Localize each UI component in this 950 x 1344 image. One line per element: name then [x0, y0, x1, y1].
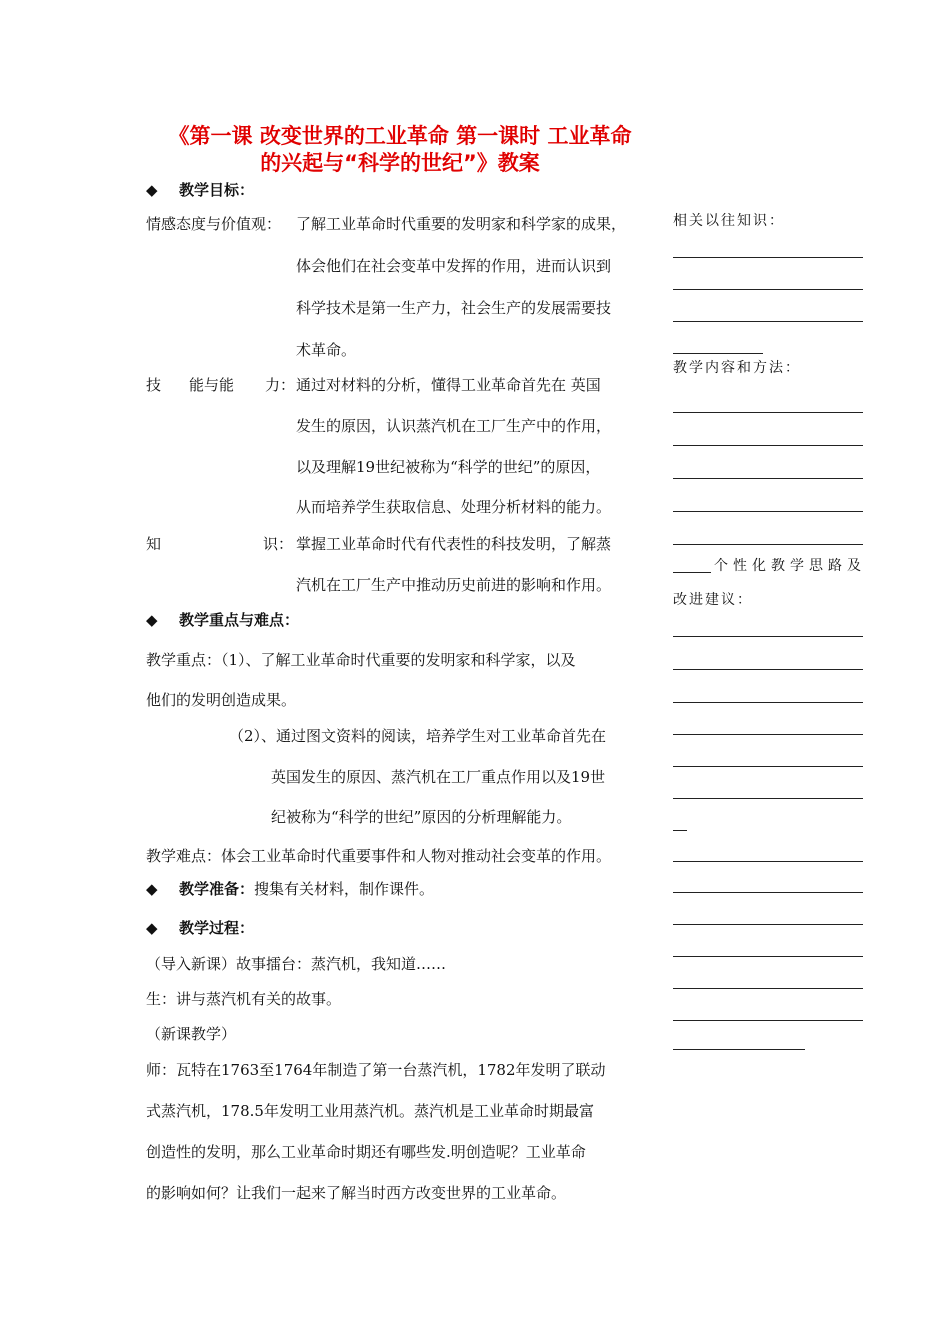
process-line-4: 师：瓦特在1763至1764年制造了第一台蒸汽机，1782年发明了联动	[146, 1061, 606, 1079]
note-rule	[673, 636, 863, 637]
note-rule	[673, 544, 863, 545]
preparation-text: 搜集有关材料，制作课件。	[254, 880, 435, 898]
note-rule	[673, 445, 863, 446]
document-title-line-1: 《第一课 改变世界的工业革命 第一课时 工业革命	[168, 124, 632, 148]
emotion-line-4: 术革命。	[296, 341, 357, 359]
note-rule	[673, 321, 863, 322]
sidebar-prior-knowledge-label: 相关以往知识：	[673, 213, 785, 229]
process-line-1: （导入新课）故事擂台：蒸汽机，我知道……	[146, 955, 447, 973]
note-rule	[673, 892, 863, 893]
note-rule	[673, 1049, 805, 1050]
section-heading-goals	[146, 180, 254, 200]
heading-text: 教学准备：	[179, 880, 255, 898]
note-rule	[673, 766, 863, 767]
knowledge-label-part-2: 识：	[263, 535, 294, 553]
key-point-sub-line-1: （2）、通过图文资料的阅读，培养学生对工业革命首先在	[229, 727, 607, 745]
skill-line-4: 从而培养学生获取信息、处理分析材料的能力。	[296, 498, 612, 516]
note-rule	[673, 478, 863, 479]
note-rule	[673, 702, 863, 703]
note-rule	[673, 988, 863, 989]
process-line-5: 式蒸汽机，178.5年发明工业用蒸汽机。蒸汽机是工业革命时期最富	[146, 1102, 594, 1120]
note-rule	[673, 924, 863, 925]
section-heading-key-points	[146, 610, 299, 630]
heading-text: 教学过程：	[179, 919, 255, 937]
key-point-line-2: 他们的发明创造成果。	[146, 691, 297, 709]
note-rule	[673, 798, 863, 799]
process-line-2: 生：讲与蒸汽机有关的故事。	[146, 990, 342, 1008]
note-rule	[673, 511, 863, 512]
key-point-sub-line-3: 纪被称为“科学的世纪”原因的分析理解能力。	[271, 808, 572, 826]
sidebar-personal-label-line-2: 改进建议：	[673, 592, 753, 608]
note-rule	[673, 1020, 863, 1021]
skill-line-2: 发生的原因，认识蒸汽机在工厂生产中的作用，	[296, 417, 612, 435]
emotion-line-3: 科学技术是第一生产力，社会生产的发展需要技	[296, 299, 612, 317]
key-point-line-1: 教学重点：（1）、了解工业革命时代重要的发明家和科学家，以及	[146, 651, 576, 669]
process-line-3: （新课教学）	[146, 1025, 237, 1043]
emotion-line-2: 体会他们在社会变革中发挥的作用，进而认识到	[296, 257, 612, 275]
key-point-sub-line-2: 英国发生的原因、蒸汽机在工厂重点作用以及19世	[271, 768, 606, 786]
sidebar-content-method-label: 教学内容和方法：	[673, 360, 801, 376]
skill-label-part-1: 技	[146, 376, 162, 394]
note-rule	[673, 669, 863, 670]
skill-label-part-3: 力：	[265, 376, 296, 394]
bullet-diamond-icon: ◆	[146, 880, 158, 898]
note-rule	[673, 412, 863, 413]
note-rule	[673, 734, 863, 735]
knowledge-label-part-1: 知	[146, 535, 162, 553]
emotion-label: 情感态度与价值观：	[146, 215, 282, 233]
note-rule	[673, 861, 863, 862]
bullet-diamond-icon: ◆	[146, 919, 158, 937]
knowledge-line-1: 掌握工业革命时代有代表性的科技发明，了解蒸	[296, 535, 612, 553]
note-rule	[673, 830, 687, 831]
document-title-line-2: 的兴起与“科学的世纪”》教案	[260, 151, 540, 175]
heading-text: 教学重点与难点：	[179, 611, 300, 629]
process-line-7: 的影响如何？让我们一起来了解当时西方改变世界的工业革命。	[146, 1184, 567, 1202]
section-heading-process	[146, 918, 254, 938]
knowledge-line-2: 汽机在工厂生产中推动历史前进的影响和作用。	[296, 576, 612, 594]
note-rule	[673, 289, 863, 290]
difficulty-line: 教学难点：体会工业革命时代重要事件和人物对推动社会变革的作用。	[146, 847, 612, 865]
heading-text: 教学目标：	[179, 181, 255, 199]
process-line-6: 创造性的发明，那么工业革命时期还有哪些发.明创造呢？工业革命	[146, 1143, 586, 1161]
skill-line-1: 通过对材料的分析，懂得工业革命首先在 英国	[296, 376, 601, 394]
bullet-diamond-icon: ◆	[146, 181, 158, 199]
emotion-line-1: 了解工业革命时代重要的发明家和科学家的成果，	[296, 215, 627, 233]
skill-label-part-2: 能与能	[189, 376, 235, 394]
note-rule	[673, 956, 863, 957]
bullet-diamond-icon: ◆	[146, 611, 158, 629]
note-rule	[673, 572, 711, 573]
section-heading-preparation	[146, 879, 434, 899]
skill-line-3: 以及理解19世纪被称为“科学的世纪”的原因，	[296, 458, 601, 476]
sidebar-personal-label-line-1: 个性化教学思路及	[714, 558, 866, 574]
note-rule	[673, 257, 863, 258]
note-rule	[673, 353, 763, 354]
